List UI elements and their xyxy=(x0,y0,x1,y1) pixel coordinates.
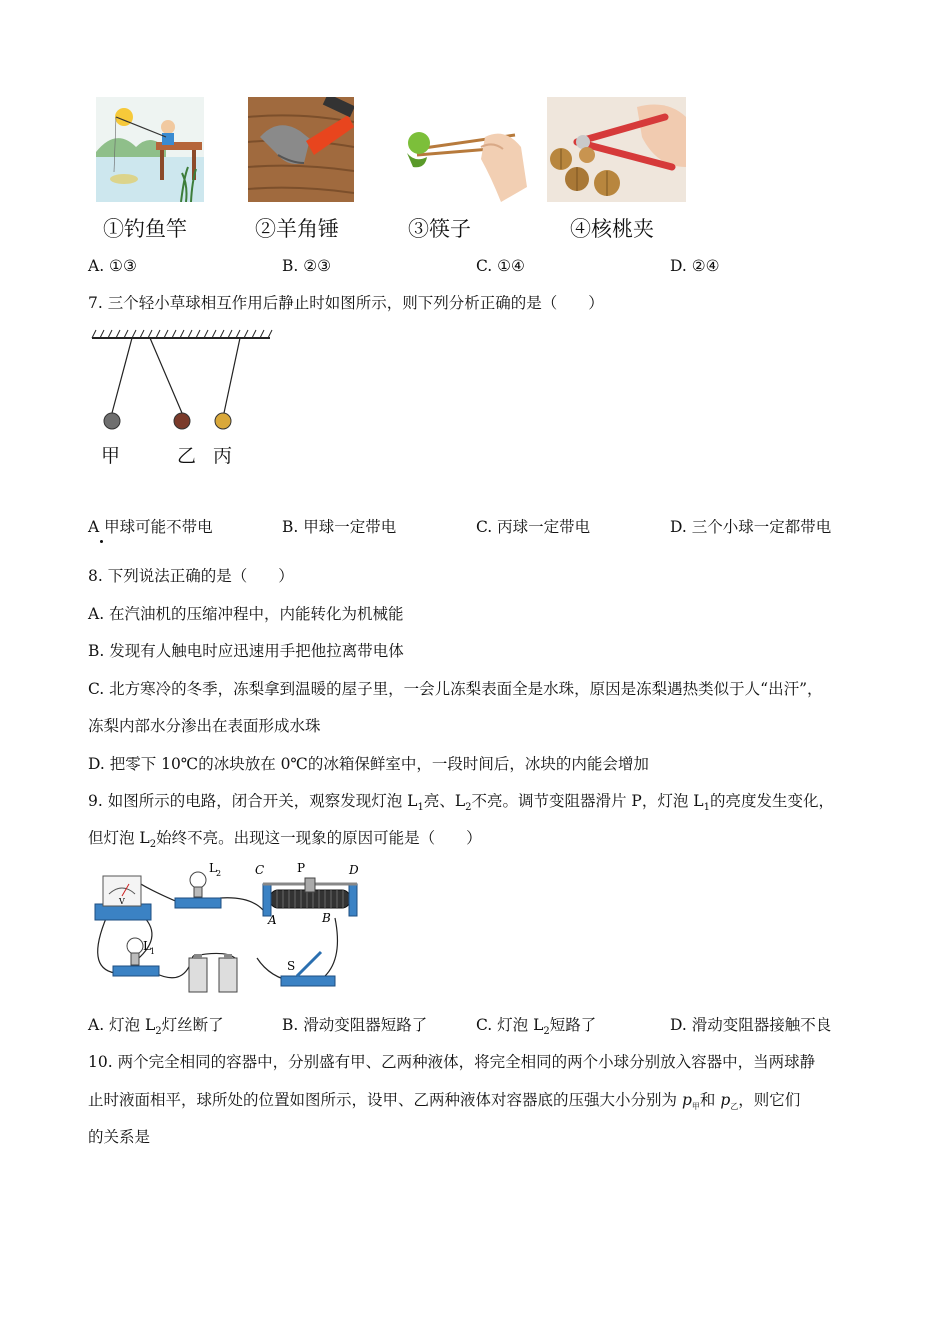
label-l2: L xyxy=(209,861,217,875)
subscript: 甲 xyxy=(691,1102,700,1111)
q10-stem-line3: 的关系是 xyxy=(88,1128,151,1146)
q9-text: 灯丝断了 xyxy=(161,1016,224,1034)
q8-option-a: A. 在汽油机的压缩冲程中，内能转化为机械能 xyxy=(88,605,404,623)
subscript: 1 xyxy=(703,802,710,813)
q9-option-c xyxy=(476,1015,596,1038)
q8-option-c-line2: 冻梨内部水分渗出在表面形成水珠 xyxy=(88,717,321,735)
voltmeter-label: V xyxy=(119,897,125,906)
q8-option-d: D. 把零下 10℃的冰块放在 0℃的冰箱保鲜室中，一段时间后，冰块的内能会增加 xyxy=(88,755,649,773)
q7-option-b: B. 甲球一定带电 xyxy=(282,518,397,536)
svg-text:2: 2 xyxy=(216,869,222,878)
q9-text: C. 灯泡 L xyxy=(476,1016,544,1034)
label-c: C xyxy=(255,863,265,877)
svg-text:1: 1 xyxy=(150,947,156,956)
subscript: 2 xyxy=(543,1026,550,1037)
dot-mark xyxy=(100,540,103,543)
claw-hammer-picture xyxy=(248,97,354,202)
q9-text: 的亮度发生变化， xyxy=(709,792,834,810)
caption-fishing-rod: ①钓鱼竿 xyxy=(103,217,187,241)
q10-stem-line1: 10. 两个完全相同的容器中，分别盛有甲、乙两种液体，将完全相同的两个小球分别放入容器中，当两球静 xyxy=(88,1053,816,1071)
q9-option-b: B. 滑动变阻器短路了 xyxy=(282,1016,428,1034)
q10-stem-line2 xyxy=(88,1090,800,1113)
q8-stem: 8. 下列说法正确的是（ ） xyxy=(88,567,294,585)
q7-option-d: D. 三个小球一定都带电 xyxy=(670,518,832,536)
subscript: 1 xyxy=(417,802,424,813)
q10-text: ，则它们 xyxy=(738,1091,801,1109)
label-yi: 乙 xyxy=(177,445,197,467)
q9-stem-line1 xyxy=(88,791,834,814)
q6-option-d: D. ②④ xyxy=(670,257,720,275)
pressure-symbol: p xyxy=(720,1091,731,1109)
q9-text: 9. 如图所示的电路，闭合开关，观察发现灯泡 L xyxy=(88,792,418,810)
q7-stem: 7. 三个轻小草球相互作用后静止时如图所示，则下列分析正确的是（ ） xyxy=(88,294,604,312)
label-b: B xyxy=(322,911,331,925)
q6-option-c: C. ①④ xyxy=(476,257,525,275)
q6-option-b: B. ②③ xyxy=(282,257,332,275)
caption-claw-hammer: ②羊角锤 xyxy=(255,217,339,241)
subscript: 2 xyxy=(155,1026,162,1037)
caption-walnut-cracker: ④核桃夹 xyxy=(570,217,654,241)
q9-text: A. 灯泡 L xyxy=(88,1016,156,1034)
chopsticks-picture xyxy=(397,97,527,202)
q9-text: 亮、L xyxy=(423,792,466,810)
q8-option-c-line1: C. 北方寒冷的冬季，冻梨拿到温暖的屋子里，一会儿冻梨表面全是水珠，原因是冻梨遇热类似于人“出汗”， xyxy=(88,680,823,698)
label-s: S xyxy=(287,959,296,973)
walnut-cracker-picture xyxy=(547,97,686,202)
caption-chopsticks: ③筷子 xyxy=(408,217,471,241)
q9-text: 不亮。调节变阻器滑片 P，灯泡 L xyxy=(471,792,704,810)
label-jia: 甲 xyxy=(101,445,121,467)
q7-option-c: C. 丙球一定带电 xyxy=(476,518,591,536)
label-bing: 丙 xyxy=(213,445,233,467)
q9-text: 始终不亮。出现这一现象的原因可能是（ ） xyxy=(156,829,482,847)
q6-option-a: A. ①③ xyxy=(88,257,137,275)
label-a: A xyxy=(268,913,277,927)
q9-option-d: D. 滑动变阻器接触不良 xyxy=(670,1016,832,1034)
q10-text: 和 xyxy=(699,1091,721,1109)
fishing-rod-picture xyxy=(96,97,204,202)
subscript: 乙 xyxy=(730,1102,739,1111)
label-p: P xyxy=(297,861,306,875)
q9-stem-line2 xyxy=(88,828,482,851)
q7-option-a: A 甲球可能不带电 xyxy=(88,518,213,536)
q9-text: 但灯泡 L xyxy=(88,829,150,847)
q9-option-a xyxy=(88,1015,224,1038)
label-l1: L xyxy=(143,939,151,953)
label-d: D xyxy=(349,863,359,877)
subscript: 2 xyxy=(465,802,472,813)
q10-text: 止时液面相平，球所处的位置如图所示，设甲、乙两种液体对容器底的压强大小分别为 xyxy=(88,1091,682,1109)
subscript: 2 xyxy=(149,839,157,850)
pressure-symbol: p xyxy=(681,1091,692,1109)
q9-circuit-diagram xyxy=(85,858,370,1008)
q9-text: 短路了 xyxy=(549,1016,597,1034)
q8-option-b: B. 发现有人触电时应迅速用手把他拉离带电体 xyxy=(88,642,404,660)
